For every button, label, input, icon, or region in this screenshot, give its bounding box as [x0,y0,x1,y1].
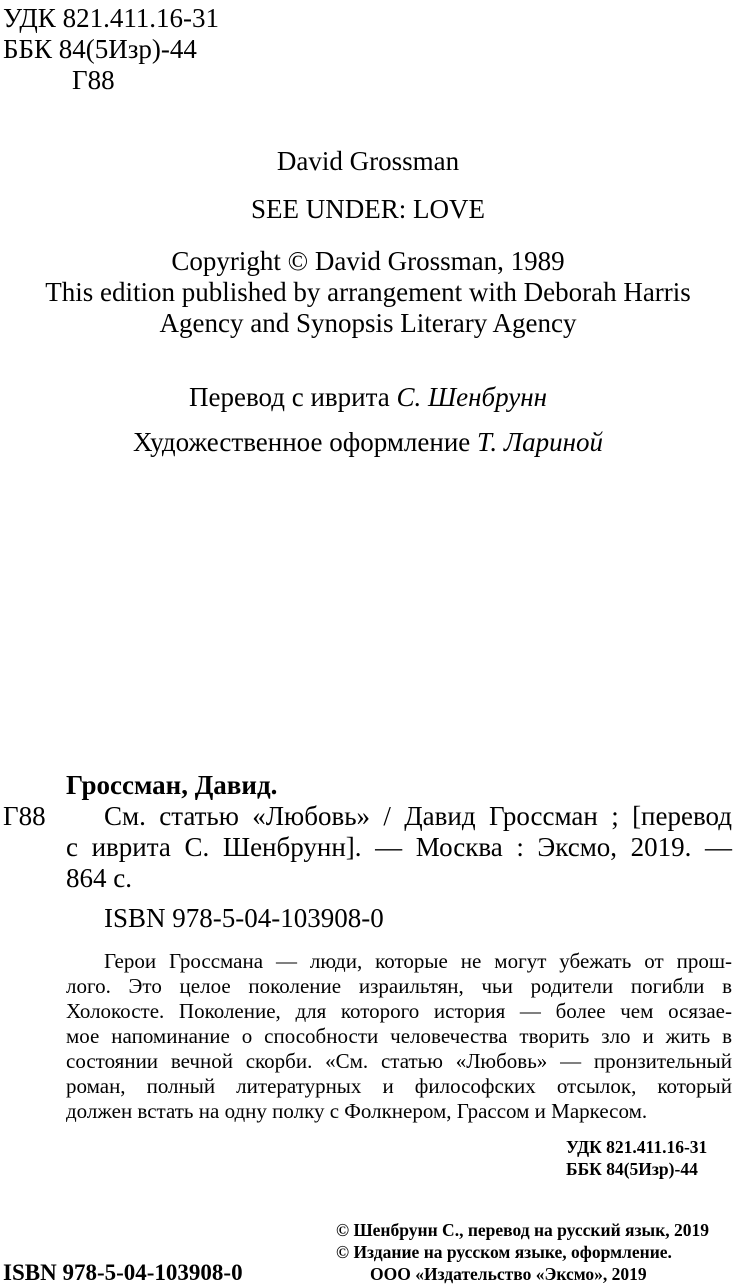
annotation-line: должен встать на одну полку с Фолкнером, Грассом и Маркесом. [66,1099,648,1123]
annotation-line: Холокосте. Поколение, для которого история — более чем осязае- [66,999,732,1023]
original-title: SEE UNDER: LOVE [251,194,485,224]
translation-label: Перевод с иврита [188,382,390,412]
original-author: David Grossman [276,146,460,176]
footer-isbn: ISBN 978-5-04-103908-0 [3,1260,243,1285]
udk-short: УДК 821.411.16-31 [566,1137,708,1157]
annotation-line: Герои Гроссмана — люди, которые не могут убежать от прош- [104,949,732,973]
catalog-entry-line: 864 с. [66,863,132,893]
rights-line: © Шенбрунн С., перевод на русский язык, 2019 [336,1220,710,1240]
catalog-code: Г88 [3,801,46,831]
bbk-line: ББК 84(5Изр)-44 [3,34,197,64]
design-credit [0,426,736,458]
designer-name: Т. Лариной [477,427,604,457]
rights-line: ООО «Издательство «Эксмо», 2019 [370,1264,647,1284]
catalog-entry-line: См. статью «Любовь» / Давид Гроссман ; [перевод [104,801,732,831]
copyright-line: Agency and Synopsis Literary Agency [159,308,577,338]
translator-name: С. Шенбрунн [396,382,548,412]
annotation-line: лого. Это целое поколение израильтян, чьи родители погибли в [66,974,732,998]
annotation-line: состоянии вечной скорби. «См. статью «Любовь» — пронзительный [66,1049,732,1073]
copyright-line: Copyright © David Grossman, 1989 [171,246,565,276]
annotation-line: роман, полный литературных и философских отсылок, который [66,1074,732,1098]
udk-line: УДК 821.411.16-31 [3,3,220,33]
catalog-entry-line: с иврита С. Шенбрунн]. — Москва : Эксмо, 2019. — [66,832,732,862]
design-label: Художественное оформление [132,427,471,457]
bbk-short: ББК 84(5Изр)-44 [566,1159,698,1179]
classification-code: Г88 [72,65,115,95]
copyright-line: This edition published by arrangement with Deborah Harris [45,277,691,307]
catalog-isbn: ISBN 978-5-04-103908-0 [104,903,384,933]
catalog-author-heading: Гроссман, Давид. [66,770,278,800]
rights-line: © Издание на русском языке, оформление. [336,1242,672,1262]
annotation-line: мое напоминание о способности человечества творить зло и жить в [66,1024,732,1048]
translation-credit [0,381,736,413]
